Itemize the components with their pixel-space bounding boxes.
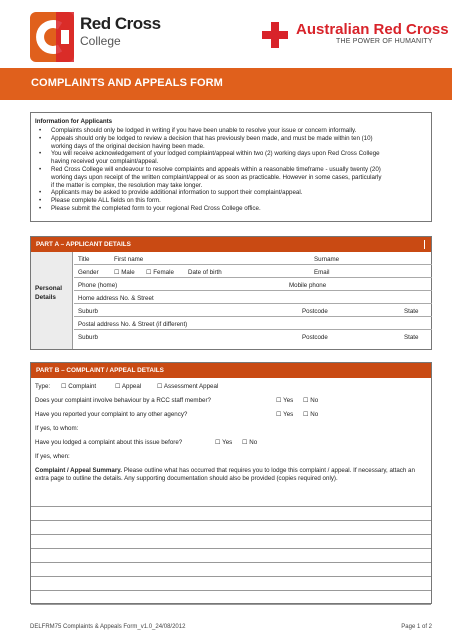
part-a-heading-bar <box>31 237 431 252</box>
summary-line[interactable] <box>31 549 431 563</box>
summary-line[interactable] <box>31 521 431 535</box>
info-box <box>30 112 432 222</box>
summary-line[interactable] <box>31 563 431 577</box>
info-item: • Applicants may be asked to provide additional information to support their complaint/appeal. <box>39 189 427 197</box>
part-b-heading: PART B – COMPLAINT / APPEAL DETAILS <box>36 367 164 374</box>
summary-line[interactable] <box>31 577 431 591</box>
part-a-applicant-details <box>30 236 432 350</box>
row-suburb[interactable] <box>74 306 432 317</box>
row-gender[interactable] <box>74 267 432 278</box>
q1-no-checkbox[interactable]: ☐ No <box>303 397 319 404</box>
footer-doc-ref: DELFRM75 Complaints & Appeals Form_v1.0_24/08/2012 <box>30 624 186 630</box>
q4-row <box>35 439 425 448</box>
personal-label-line2: Details <box>35 294 56 301</box>
summary-line[interactable] <box>31 493 431 507</box>
surname-label: Surname <box>314 256 340 263</box>
arc-name: Australian Red Cross <box>296 21 449 38</box>
info-item-cont: working days of the original decision having been made. <box>51 142 205 150</box>
q5-label: If yes, when: <box>35 453 70 460</box>
personal-label-line1: Personal <box>35 285 62 292</box>
home-address-label: Home address No. & Street <box>78 295 154 302</box>
row-name[interactable] <box>74 254 432 265</box>
info-item: • You will receive acknowledgement of your lodged complaint/appeal within two (2) working days upon Red Cross College <box>39 150 427 158</box>
male-checkbox[interactable]: ☐ Male <box>114 269 135 276</box>
complaint-checkbox[interactable]: ☐ Complaint <box>61 383 97 390</box>
heading-marker <box>424 240 425 249</box>
q1-row <box>35 397 425 406</box>
q4-no-checkbox[interactable]: ☐ No <box>242 439 258 446</box>
phone-home-label: Phone (home) <box>78 282 118 289</box>
q3-label: If yes, to whom: <box>35 425 79 432</box>
type-row <box>35 383 425 392</box>
row-postal-address[interactable] <box>74 319 432 330</box>
info-item-cont: working days upon receipt of the written complaint/appeal or as soon as practicable. However in some cases, particularly <box>51 173 382 181</box>
info-list <box>35 127 427 213</box>
title-label: Title <box>78 256 90 263</box>
q3-row[interactable] <box>35 425 425 434</box>
gender-label: Gender <box>78 269 99 276</box>
info-item: • Complaints should only be lodged in writing if you have been unable to resolve your issue or concern informally. <box>39 127 427 135</box>
female-checkbox[interactable]: ☐ Female <box>146 269 174 276</box>
assessment-appeal-checkbox[interactable]: ☐ Assessment Appeal <box>157 383 219 390</box>
postal-postcode-label: Postcode <box>302 334 328 341</box>
q1-label: Does your complaint involve behaviour by a RCC staff member? <box>35 397 211 404</box>
q2-row <box>35 411 425 420</box>
mobile-label: Mobile phone <box>289 282 327 289</box>
info-item: • Please submit the completed form to your regional Red Cross College office. <box>39 205 427 213</box>
q2-no-checkbox[interactable]: ☐ No <box>303 411 319 418</box>
postal-suburb-label: Suburb <box>78 334 98 341</box>
email-label: Email <box>314 269 330 276</box>
summary-text: Please outline what has occurred that requires you to lodge this complaint / appeal. If necessary, attach an extra page to outline the details. Any supporting documentation should also be provided (copies required only). <box>35 467 415 482</box>
row-home-address[interactable] <box>74 293 432 304</box>
summary-lines[interactable] <box>31 493 431 605</box>
row-phone[interactable] <box>74 280 432 291</box>
info-item: • Please complete ALL fields on this form. <box>39 197 427 205</box>
state-label: State <box>404 308 419 315</box>
summary-line[interactable] <box>31 507 431 521</box>
part-b-heading-bar <box>31 363 431 378</box>
postal-state-label: State <box>404 334 419 341</box>
first-name-label: First name <box>114 256 144 263</box>
row-postal-suburb[interactable] <box>74 332 432 343</box>
red-cross-college-logo-icon <box>30 12 74 62</box>
type-label: Type: <box>35 383 51 390</box>
summary-heading: Complaint / Appeal Summary. <box>35 467 122 474</box>
college-name: Red Cross <box>80 14 161 33</box>
part-b-complaint-details <box>30 362 432 604</box>
q4-yes-checkbox[interactable]: ☐ Yes <box>215 439 233 446</box>
appeal-checkbox[interactable]: ☐ Appeal <box>115 383 142 390</box>
footer-page-number: Page 1 of 2 <box>401 624 432 630</box>
q4-label: Have you lodged a complaint about this issue before? <box>35 439 183 446</box>
info-item: • Red Cross College will endeavour to resolve complaints and appeals within a reasonable timeframe - usually twenty (20) <box>39 166 427 174</box>
postal-address-label: Postal address No. & Street (if different) <box>78 321 188 328</box>
summary-instructions <box>35 467 427 483</box>
info-item: • Appeals should only be lodged to review a decision that has previously been made, and must be made within ten (10) <box>39 135 427 143</box>
info-item-cont: having received your complaint/appeal. <box>51 158 159 166</box>
part-a-heading: PART A – APPLICANT DETAILS <box>36 241 131 248</box>
q2-label: Have you reported your complaint to any other agency? <box>35 411 188 418</box>
red-cross-icon <box>262 22 288 48</box>
dob-label: Date of birth <box>188 269 222 276</box>
suburb-label: Suburb <box>78 308 98 315</box>
q2-yes-checkbox[interactable]: ☐ Yes <box>276 411 294 418</box>
personal-details-label <box>31 252 73 349</box>
college-subtitle: College <box>80 34 121 48</box>
info-item-cont: if the matter is complex, the resolution may take longer. <box>51 181 203 189</box>
q5-row[interactable] <box>35 453 425 462</box>
arc-tagline: THE POWER OF HUMANITY <box>336 38 433 45</box>
form-title: COMPLAINTS AND APPEALS FORM <box>31 77 223 89</box>
info-heading: Information for Applicants <box>35 118 113 125</box>
title-bar <box>0 68 452 100</box>
postcode-label: Postcode <box>302 308 328 315</box>
summary-line[interactable] <box>31 591 431 605</box>
q1-yes-checkbox[interactable]: ☐ Yes <box>276 397 294 404</box>
page-header <box>0 0 452 68</box>
summary-line[interactable] <box>31 535 431 549</box>
